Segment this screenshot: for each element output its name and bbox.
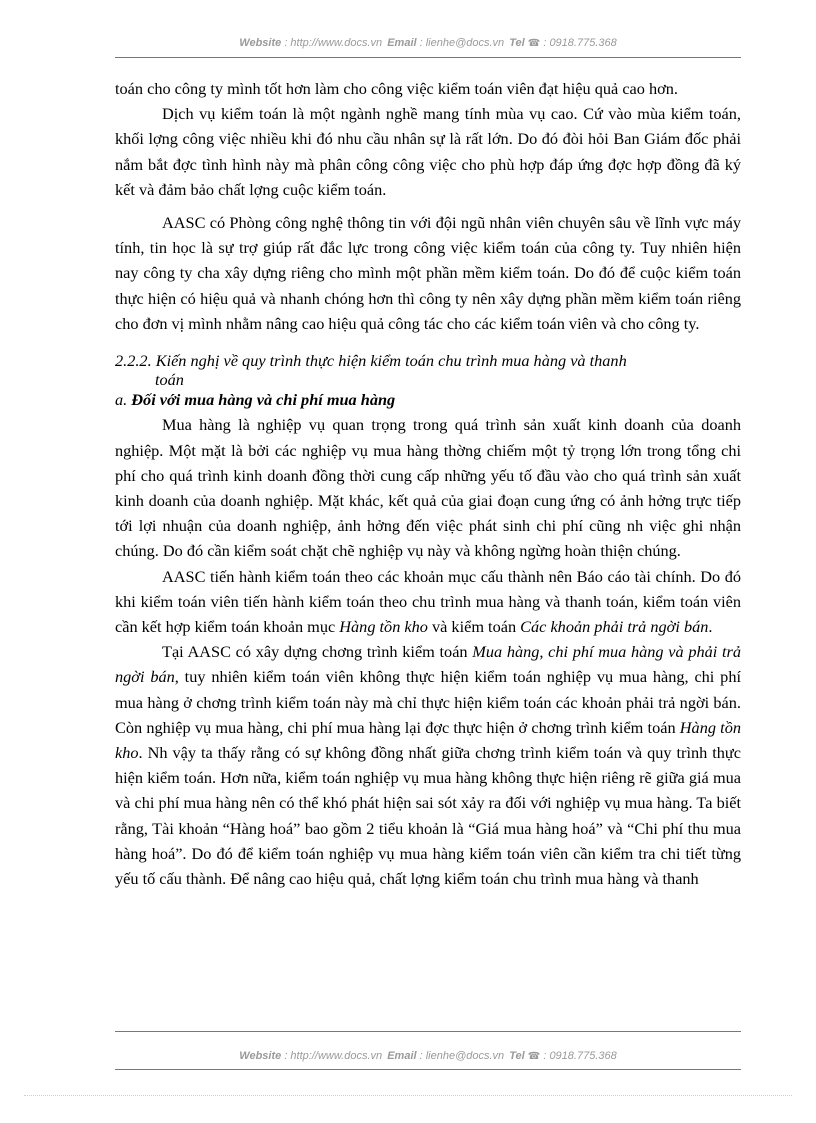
paragraph-2: Dịch vụ kiểm toán là một ngành nghề mang tính mùa vụ cao. Cứ vào mùa kiểm toán, khối lợng công việc nhiều khi đó nhu cầu nhân sự là rất lớn. Do đó đòi hỏi Ban Giám đốc phải nắm bắt đợc tình hình này mà phân công công việc cho phù hợp đáp ứng đợc hợp đồng đã ký kết và đảm bảo chất lợng cuộc kiểm toán. (115, 104, 741, 199)
section-heading-line-1: 2.2.2. Kiến nghị về quy trình thực hiện kiểm toán chu trình mua hàng và thanh (115, 351, 627, 371)
page-header (115, 37, 741, 54)
p5-text-c: . (708, 617, 713, 637)
section-heading-2-2-2 (115, 348, 741, 390)
footer-divider-top (115, 1031, 741, 1032)
header-website-label: Website (239, 37, 282, 49)
footer-tel-label: Tel (509, 1050, 525, 1062)
p6-italic-hang-ton-kho: Hàng tồn kho (115, 717, 741, 763)
header-website-link[interactable]: : http://www.docs.vn (284, 37, 383, 49)
p6-text-a: Tại AASC có xây dựng chơng trình kiểm toán (162, 642, 473, 662)
footer-website-label: Website (239, 1050, 282, 1062)
p5-italic-hang-ton-kho: Hàng tồn kho (339, 617, 428, 637)
footer-email-link[interactable]: : lienhe@docs.vn (419, 1050, 505, 1062)
paragraph-1: toán cho công ty mình tốt hơn làm cho công việc kiểm toán viên đạt hiệu quả cao hơn. (115, 79, 678, 98)
subsection-title: Đối với mua hàng và chi phí mua hàng (131, 390, 396, 410)
paragraph-5 (115, 564, 741, 640)
document-body (115, 76, 741, 891)
p5-italic-phai-tra: Các khoản phải trả ngời bán (520, 617, 709, 637)
header-tel-label: Tel (509, 37, 525, 49)
footer-website-link[interactable]: : http://www.docs.vn (284, 1050, 383, 1062)
header-email-link[interactable]: : lienhe@docs.vn (419, 37, 505, 49)
footer-divider-bottom (115, 1069, 741, 1070)
section-heading-line-2: toán (155, 370, 184, 390)
paragraph-3: AASC có Phòng công nghệ thông tin với đội ngũ nhân viên chuyên sâu về lĩnh vực máy tính, tin học là sự trợ giúp rất đắc lực trong công việc kiểm toán của công ty. Tuy nhiên hiện nay công ty cha xây dựng riêng cho mình một phần mềm kiểm toán. Do đó để cuộc kiểm toán thực hiện có hiệu quả và nhanh chóng hơn thì công ty nên xây dựng phần mềm kiểm toán riêng cho đơn vị mình nhằm nâng cao hiệu quả công tác cho các kiểm toán viên và cho công ty. (115, 213, 741, 333)
header-email-label: Email (387, 37, 417, 49)
header-divider (115, 57, 741, 58)
p6-text-b: , tuy nhiên kiểm toán viên không thực hiện kiểm toán nghiệp vụ mua hàng, chi phí mua hàng ở chơng trình kiểm toán này mà chỉ thực hiện kiểm toán các khoản phải trả ngời bán. Còn nghiệp vụ mua hàng, chi phí mua hàng lại đợc thực hiện ở chơng trình kiểm toán (115, 667, 741, 737)
footer-tel-value: : 0918.775.368 (543, 1050, 617, 1062)
p6-italic-program: Mua hàng, chi phí mua hàng và phải trả ngời bán (115, 642, 741, 687)
p6-text-c: . Nh vậy ta thấy rằng có sự không đồng nhất giữa chơng trình kiểm toán và quy trình thực hiện kiểm toán. Hơn nữa, kiểm toán nghiệp vụ mua hàng không thực hiện riêng rẽ giữa giá mua và chi phí mua hàng nên có thể khó phát hiện sai sót xảy ra đối với nghiệp vụ mua hàng. Ta biết rằng, Tài khoản “Hàng hoá” bao gồm 2 tiểu khoản là “Giá mua hàng hoá” và “Chi phí thu mua hàng hoá”. Do đó để kiểm toán nghiệp vụ mua hàng kiểm toán viên cần kiểm tra chi tiết từng yếu tố cấu thành. Để nâng cao hiệu quả, chất lợng kiểm toán chu trình mua hàng và thanh (115, 743, 741, 889)
p5-text-a: AASC tiến hành kiểm toán theo các khoản mục cấu thành nên Báo cáo tài chính. Do đó khi kiểm toán viên tiến hành kiểm toán theo chu trình mua hàng và thanh toán, kiểm toán viên cần kết hợp kiểm toán khoản mục (115, 566, 741, 637)
header-tel-value: : 0918.775.368 (543, 37, 617, 49)
telephone-icon: ☎ (527, 38, 541, 49)
subsection-heading-a (115, 387, 741, 412)
paragraph-6 (115, 639, 741, 891)
paragraph-4: Mua hàng là nghiệp vụ quan trọng trong quá trình sản xuất kinh doanh của doanh nghiệp. Một mặt là bởi các nghiệp vụ mua hàng thờng chiếm một tỷ trọng lớn trong tổng chi phí cho quá trình kinh doanh đồng thời cung cấp những yếu tố đầu vào cho quá trình sản xuất kinh doanh của doanh nghiệp. Mặt khác, kết quả của giai đoạn cung ứng có ảnh hởng trực tiếp tới lợi nhuận của doanh nghiệp, ảnh hởng đến việc phát sinh chi phí cũng nh việc ghi nhận chúng. Do đó cần kiểm soát chặt chẽ nghiệp vụ này và không ngừng hoàn thiện chúng. (115, 415, 741, 561)
page-footer (115, 1050, 741, 1067)
telephone-icon: ☎ (527, 1051, 541, 1062)
page-bottom-dotted-line (24, 1095, 792, 1096)
subsection-prefix: a. (115, 390, 128, 410)
p5-text-b: và kiểm toán (427, 617, 521, 637)
footer-email-label: Email (387, 1050, 417, 1062)
